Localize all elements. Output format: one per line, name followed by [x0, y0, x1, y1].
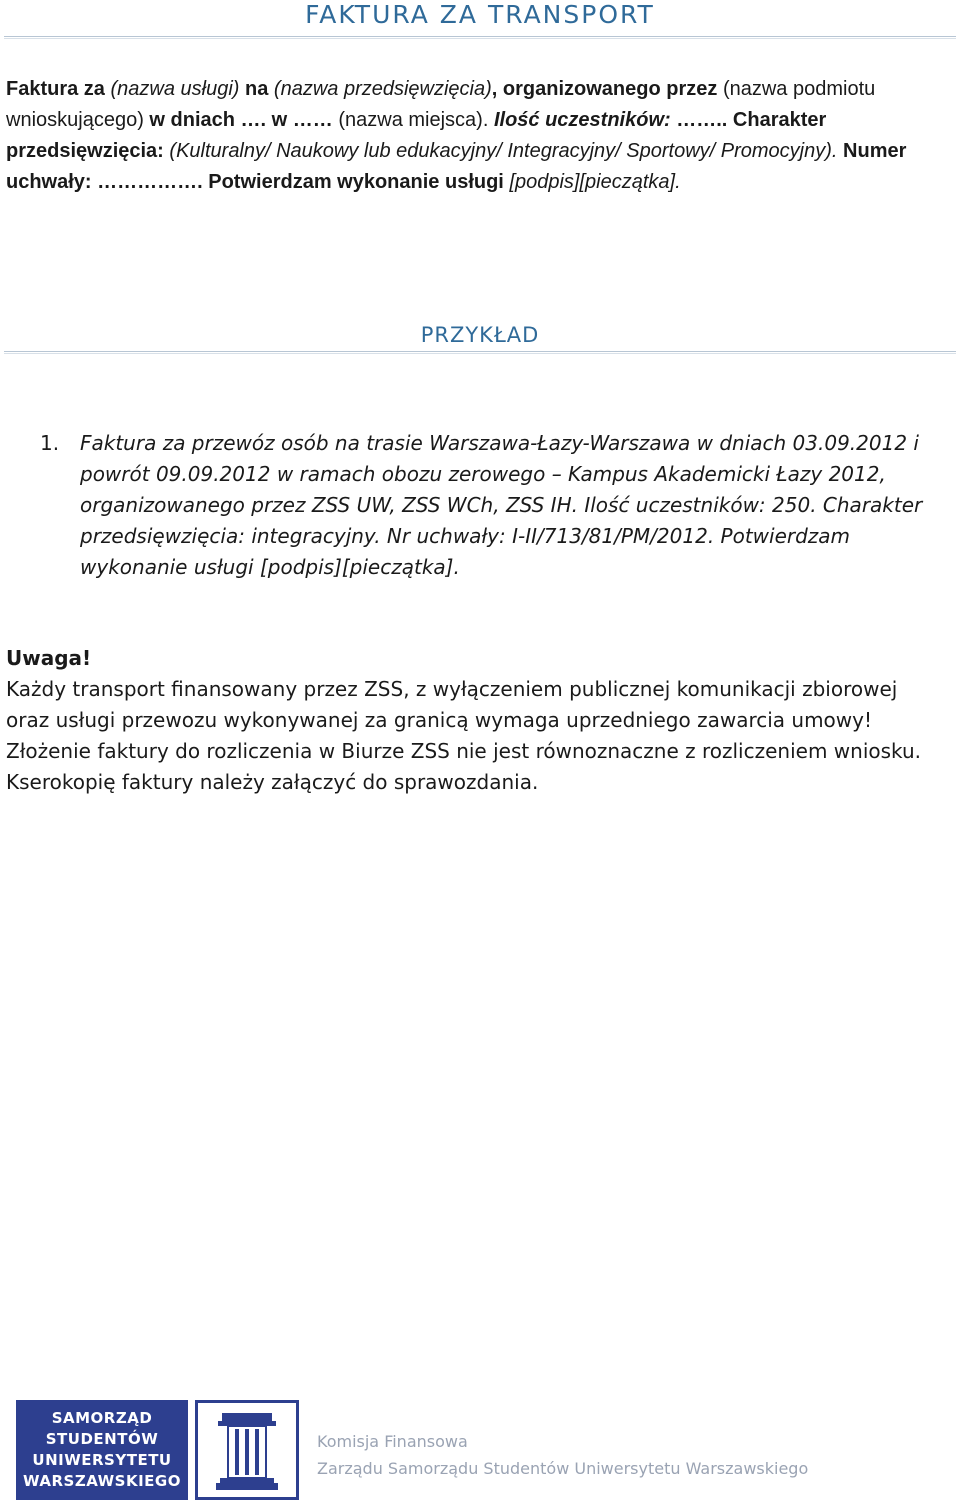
note-section [6, 643, 946, 798]
template-bold-5: …….. Charakter przedsięwzięcia: [6, 109, 827, 162]
invoice-template-text [6, 74, 946, 198]
template-bold-2: na [245, 78, 269, 100]
template-bold-italic-1: Ilość uczestników: [493, 109, 671, 131]
example-item [40, 428, 940, 583]
logo-line-3: UNIWERSYTETU [32, 1451, 172, 1469]
university-column-logo-icon [195, 1400, 299, 1500]
note-heading: Uwaga! [6, 646, 92, 670]
template-bold-4: w dniach …. w …… [149, 109, 333, 131]
note-line-1: Każdy transport finansowany przez ZSS, z wyłączeniem publicznej komunikacji zbiorowej oraz usługi przewozu wykonywanej za granicą wymaga uprzedniego zawarcia umowy! [6, 677, 898, 732]
template-plain-2: (nazwa miejsca). [338, 109, 489, 131]
column-emblem-icon [198, 1403, 296, 1497]
template-bold-1: Faktura za [6, 78, 105, 100]
note-line-2: Złożenie faktury do rozliczenia w Biurze ZSS nie jest równoznaczne z rozliczeniem wniosku. [6, 739, 922, 763]
template-italic-1: (nazwa usługi) [110, 78, 240, 100]
samorzad-logo [16, 1400, 188, 1500]
logo-line-4: WARSZAWSKIEGO [22, 1472, 181, 1490]
footer-text [317, 1428, 937, 1482]
example-divider [4, 351, 956, 354]
note-line-3: Kserokopię faktury należy załączyć do sprawozdania. [6, 770, 539, 794]
footer-line-1: Komisja Finansowa [317, 1432, 468, 1451]
template-italic-3: (Kulturalny/ Naukowy lub edukacyjny/ Integracyjny/ Sportowy/ Promocyjny). [169, 140, 838, 162]
example-number: 1. [40, 431, 60, 455]
logo-line-2: STUDENTÓW [45, 1430, 159, 1448]
template-bold-6: Numer uchwały: ……………. Potwierdzam wykonanie usługi [6, 140, 907, 193]
template-bold-3: , organizowanego przez [491, 78, 718, 100]
footer-line-2: Zarządu Samorządu Studentów Uniwersytetu Warszawskiego [317, 1459, 809, 1478]
page-title: FAKTURA ZA TRANSPORT [305, 0, 655, 29]
template-italic-4: [podpis][pieczątka]. [509, 171, 681, 193]
title-divider [4, 36, 956, 39]
example-section-title: PRZYKŁAD [420, 323, 540, 347]
logo-line-1: SAMORZĄD [51, 1409, 153, 1427]
template-plain-1: (nazwa podmiotu wnioskującego) [6, 78, 876, 131]
template-italic-2: (nazwa przedsięwzięcia) [273, 78, 492, 100]
example-text: Faktura za przewóz osób na trasie Warszawa-Łazy-Warszawa w dniach 03.09.2012 i powrót 09.09.2012 w ramach obozu zerowego – Kampus Akademicki Łazy 2012, organizowanego przez ZSS UW, ZSS WCh, ZSS IH. Ilość uczestników: 250. Charakter przedsięwzięcia: integracyjny. Nr uchwały: I-II/713/81/PM/2012. Potwierdzam wykonanie usługi [podpis][pieczątka]. [80, 431, 923, 579]
